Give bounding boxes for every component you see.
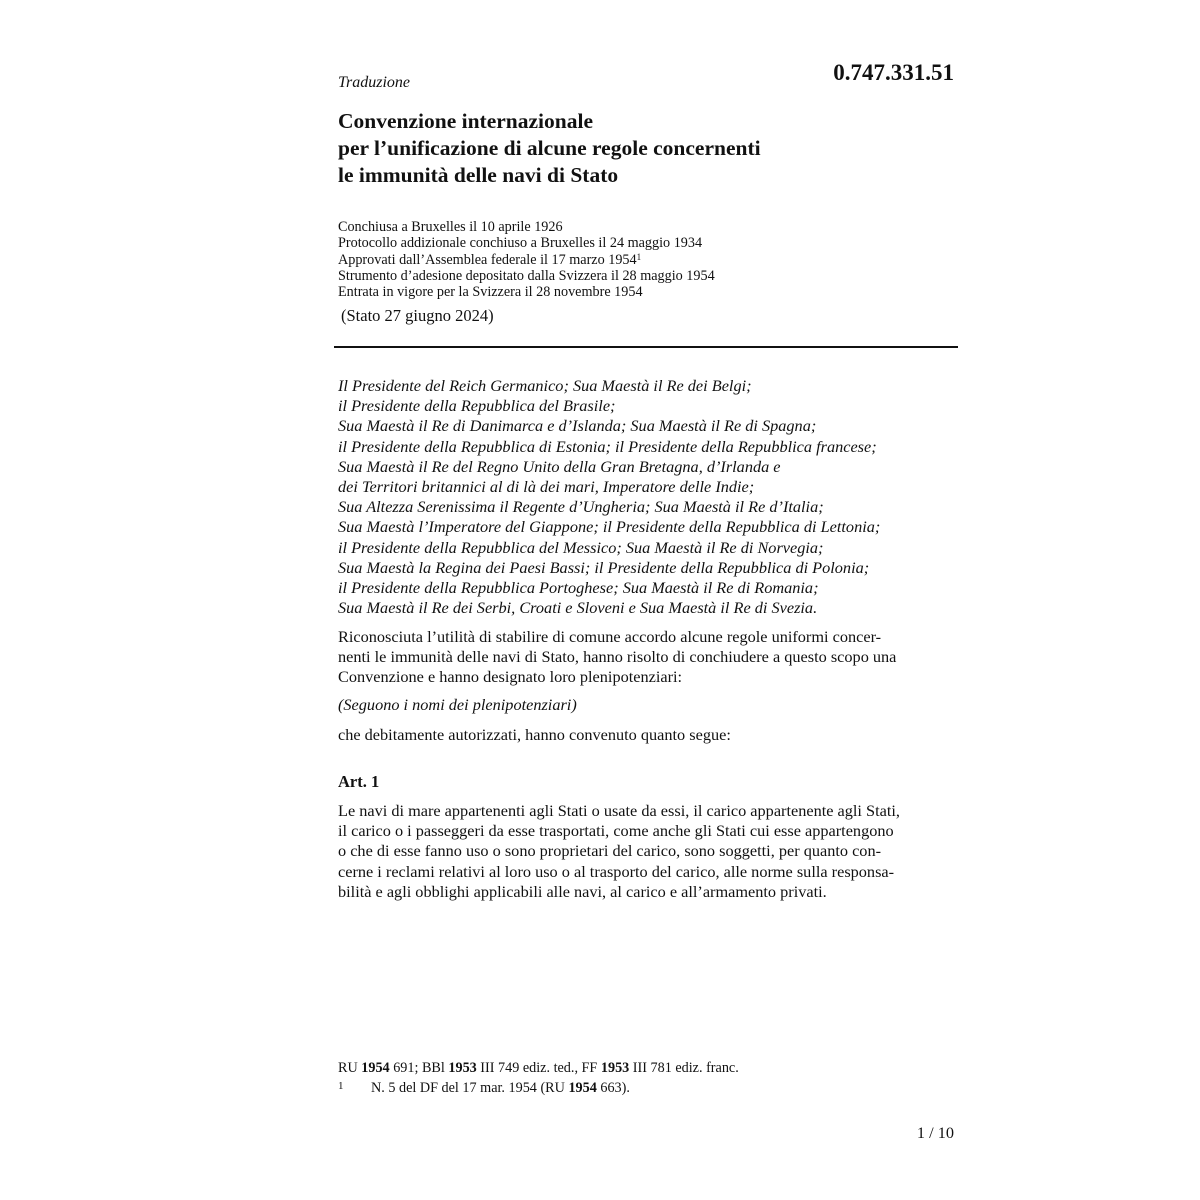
- article-line: cerne i reclami relativi al loro uso o al trasporto del carico, alle norme sulla responsa-: [338, 861, 895, 881]
- party-line: il Presidente della Repubblica del Brasile;: [338, 396, 616, 416]
- party-line: il Presidente della Repubblica Portoghese; Sua Maestà il Re di Romania;: [338, 578, 819, 598]
- accession-date: Strumento d’adesione depositato dalla Svizzera il 28 maggio 1954: [338, 267, 715, 284]
- approval-date: Approvati dall’Assemblea federale il 17 marzo 1954: [338, 251, 637, 268]
- concluded-date: Conchiusa a Bruxelles il 10 aprile 1926: [338, 219, 563, 235]
- party-line: il Presidente della Repubblica di Estonia; il Presidente della Repubblica francese;: [338, 436, 877, 456]
- party-line: Il Presidente del Reich Germanico; Sua Maestà il Re dei Belgi;: [338, 376, 752, 395]
- party-line: Sua Altezza Serenissima il Regente d’Ungheria; Sua Maestà il Re d’Italia;: [338, 497, 824, 517]
- status-date: (Stato 27 giugno 2024): [341, 306, 494, 325]
- contracting-parties: [338, 376, 880, 618]
- entry-into-force-date: Entrata in vigore per la Svizzera il 28 novembre 1954: [338, 284, 643, 301]
- translation-label: Traduzione: [338, 74, 411, 91]
- plenipotentiaries-note: (Seguono i nomi dei plenipotenziari): [338, 695, 577, 714]
- source-reference: RU 1954 691; BBl 1953 III 749 ediz. ted., FF 1953 III 781 ediz. franc.: [338, 1060, 739, 1076]
- party-line: Sua Maestà il Re dei Serbi, Croati e Sloveni e Sua Maestà il Re di Svezia.: [338, 598, 818, 618]
- footnote-ref-1[interactable]: 1: [636, 251, 642, 262]
- agreed-clause: che debitamente autorizzati, hanno convenuto quanto segue:: [338, 725, 731, 744]
- footnote-1: 1 N. 5 del DF del 17 mar. 1954 (RU 1954 663).: [338, 1078, 739, 1098]
- preamble-paragraph: [338, 627, 958, 688]
- document-title: [338, 108, 761, 189]
- article-1-body: [338, 801, 900, 902]
- preamble-line: nenti le immunità delle navi di Stato, hanno risolto di conchiudere a questo scopo una: [338, 647, 897, 667]
- treaty-metadata: [338, 219, 715, 300]
- article-1-heading: Art. 1: [338, 772, 380, 791]
- article-line: o che di esse fanno uso o sono proprietari del carico, sono soggetti, per quanto con-: [338, 841, 882, 861]
- party-line: dei Territori britannici al di là dei mari, Imperatore delle Indie;: [338, 477, 755, 497]
- title-line: le immunità delle navi di Stato: [338, 163, 619, 187]
- preamble-line: Convenzione e hanno designato loro plenipotenziari:: [338, 667, 683, 687]
- protocol-date: Protocollo addizionale conchiuso a Bruxelles il 24 maggio 1934: [338, 235, 703, 252]
- document-page: [338, 0, 958, 1200]
- party-line: Sua Maestà il Re di Danimarca e d’Islanda; Sua Maestà il Re di Spagna;: [338, 416, 817, 436]
- title-line: Convenzione internazionale: [338, 109, 593, 133]
- approval-date-line: [338, 252, 715, 268]
- article-line: bilità e agli obblighi applicabili alle navi, al carico e all’armamento privati.: [338, 881, 827, 901]
- party-line: Sua Maestà il Re del Regno Unito della Gran Bretagna, d’Irlanda e: [338, 456, 781, 476]
- footnote-number: 1: [338, 1080, 344, 1092]
- party-line: Sua Maestà l’Imperatore del Giappone; il Presidente della Repubblica di Lettonia;: [338, 517, 881, 537]
- header-divider: [334, 346, 958, 348]
- article-line: il carico o i passeggeri da esse trasportati, come anche gli Stati cui esse appartengono: [338, 821, 894, 841]
- preamble-line: Riconosciuta l’utilità di stabilire di comune accordo alcune regole uniformi concer-: [338, 627, 882, 646]
- sr-number: 0.747.331.51: [833, 60, 954, 85]
- footnotes: [338, 1058, 739, 1098]
- party-line: il Presidente della Repubblica del Messico; Sua Maestà il Re di Norvegia;: [338, 537, 824, 557]
- title-line: per l’unificazione di alcune regole concernenti: [338, 136, 761, 160]
- party-line: Sua Maestà la Regina dei Paesi Bassi; il Presidente della Repubblica di Polonia;: [338, 557, 870, 577]
- page-number: 1 / 10: [916, 1123, 954, 1142]
- article-line: Le navi di mare appartenenti agli Stati o usate da essi, il carico appartenente agli Stati,: [338, 801, 900, 820]
